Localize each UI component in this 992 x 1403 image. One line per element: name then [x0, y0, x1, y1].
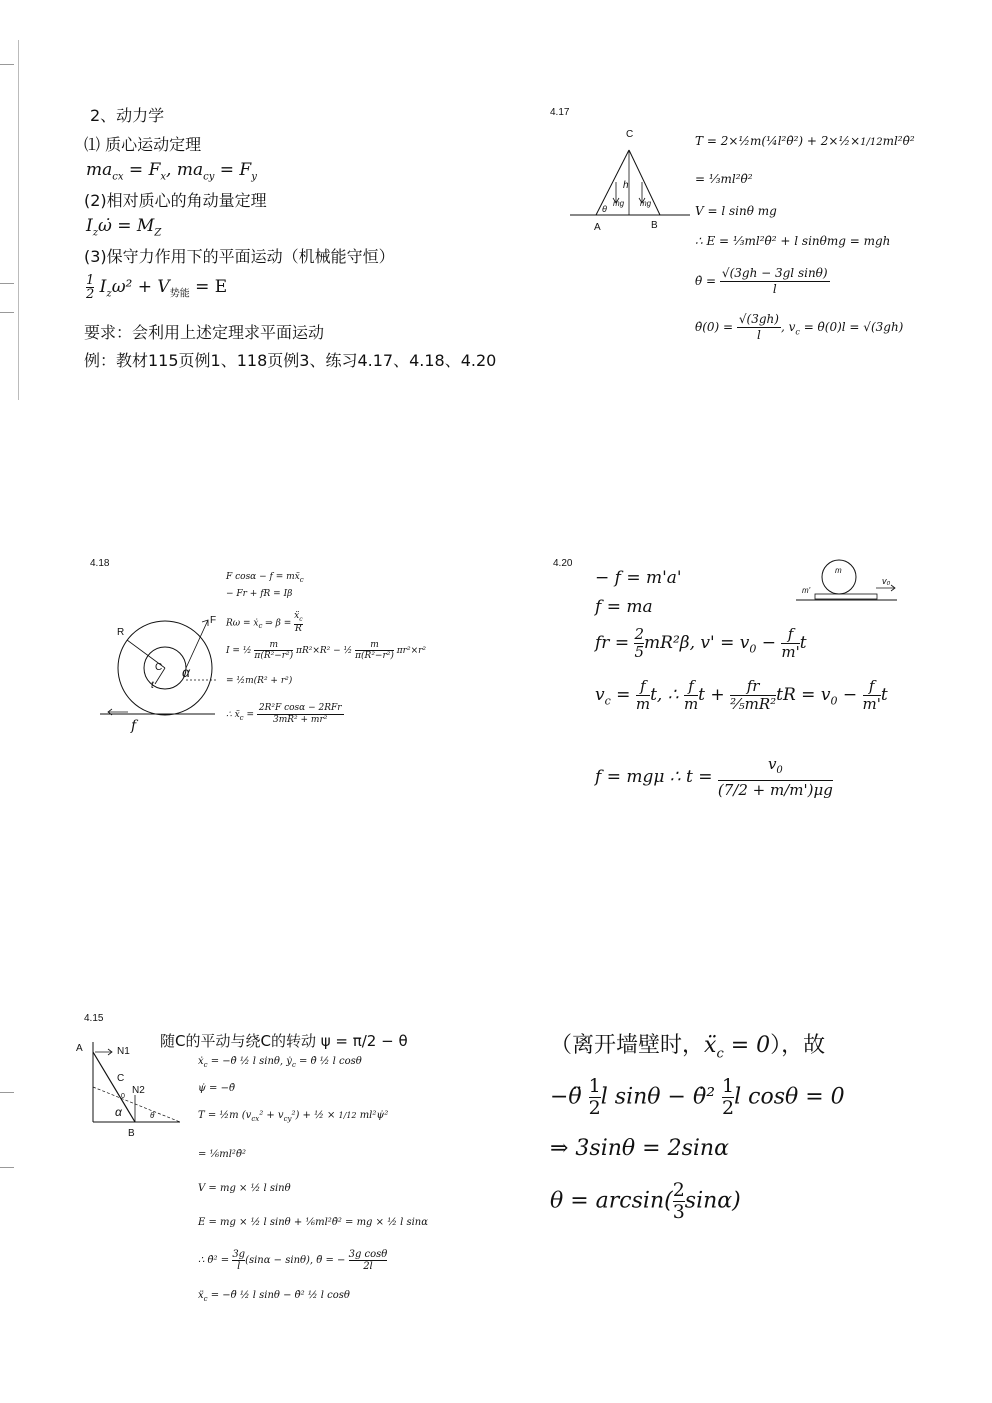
point-c: C [626, 129, 634, 140]
radius-r: R [117, 627, 125, 638]
angle-alpha: α [115, 1105, 122, 1119]
equation-kinetic: T = ½m $(v_{cx}^2 + v_{cy}^2)$ + ½ × 1/12 ml²ψ̇² [198, 1110, 389, 1123]
equation-ball: f = ma [595, 597, 653, 617]
example-text: 例：教材115页例1、118页例3、练习4.17、4.18、4.20 [84, 351, 497, 370]
conclusion-relation: ⇒ 3sinθ = 2sinα [550, 1136, 729, 1161]
equation-velocity-components: ẋ$_c$ = −θ̇ ½ l sinθ, ẏ$_c$ = θ̇ ½ l cosθ [198, 1056, 362, 1069]
angle-alpha: α [182, 664, 190, 680]
equation-energy: E = mg × ½ l sinθ + ⅙ml²θ̇² = mg × ½ l sinα [198, 1217, 428, 1228]
equation-velocity: $v_c$ = $\frac{f}{m}$ t, ∴ $\frac{f}{m}$ t + $\frac{fr}{\text{⅖mR²}}$ tR = $v_0$ − $\frac{f}{m'}$ t [595, 677, 888, 713]
equation-rolling: Rω = ẋ$_c$ ⇒ β = $\frac{ẍ_c}{R}$ [226, 611, 303, 634]
normal-n2: N2 [132, 1085, 145, 1096]
conclusion-condition: （离开墙壁时，ẍ$_c$ = 0），故 [550, 1033, 826, 1062]
equation-energy-total: ∴ E = ⅓ml²θ̇² + l sinθmg = mgh [695, 234, 891, 248]
force-f: F [210, 615, 217, 626]
item-centroid-motion: ⑴ 质心运动定理 [84, 135, 202, 154]
equation-kinetic-result: = ⅓ml²θ̇² [695, 172, 753, 186]
radius-t: t [151, 680, 154, 691]
point-b: B [651, 220, 658, 231]
point-a: A [76, 1043, 83, 1054]
normal-n1: N1 [117, 1046, 130, 1057]
equation-angular: $I_z\omegȧ = M_Z$ [86, 216, 162, 239]
point-b: B [128, 1128, 135, 1139]
problem-label: 4.15 [84, 1013, 104, 1024]
weight-right: mg [640, 199, 652, 208]
equation-psi-dot: ψ̇ = −θ̇ [198, 1083, 235, 1094]
equation-theta-dot-squared: ∴ θ̇² = $\frac{3g}{l}$ (sinα − sinθ), θ̈ = − $\frac{\text{3g cosθ}}{2l}$ [198, 1249, 388, 1272]
angle-theta: θ [602, 204, 607, 214]
problem-label: 4.17 [550, 107, 570, 118]
equation-kinetic: T = 2×½m(¼l²θ̇²) + 2×½×1/12ml²θ̇² [695, 134, 915, 148]
equation-torque: − Fr + fR = Iβ [226, 589, 293, 599]
requirement-text: 要求：会利用上述定理求平面运动 [84, 323, 325, 342]
equation-time: f = mgμ ∴ t = $\frac{v_0}{(7/2 + m/m')\mu g}$ [595, 755, 833, 799]
mass-m-prime: m' [802, 586, 811, 595]
weight-left: mg [613, 199, 625, 208]
point-a: A [594, 222, 601, 233]
equation-inertia-result: = ½m(R² + r²) [226, 676, 293, 686]
problem-heading: 随C的平动与绕C的转动 ψ = π/2 − θ [160, 1032, 408, 1050]
center-c: C [117, 1073, 125, 1084]
conclusion-result: θ = arcsin( $\frac{2}{3}$ sinα) [550, 1179, 741, 1223]
equation-theta-dot-zero: θ̇(0) = $\frac{√(3gh)}{l}$ , $v_c$ = θ̇(0)l = √(3gh) [695, 312, 904, 342]
angle-theta: θ [150, 1111, 155, 1120]
conclusion-equation: −θ̈ $\frac{1}{2}$ l sinθ − θ̇² $\frac{1}{2}$ l cosθ = 0 [550, 1075, 845, 1119]
problem-label: 4.20 [553, 558, 573, 569]
equation-theta-dot: θ̇ = $\frac{\text{√(3gh − 3gl sinθ)}}{l}$ [695, 266, 828, 296]
equation-newton: F cosα − f = mẍ$_c$ [226, 572, 304, 584]
origin-zero: 0 [121, 1093, 125, 1100]
item-angular-momentum: (2)相对质心的角动量定理 [84, 191, 267, 210]
center-c: C [155, 662, 163, 673]
equation-acceleration: ∴ ẍ$_c$ = 2R²F cosα − 2RFr 3mR² + mr² [226, 703, 342, 725]
equation-x-acceleration: ẍ$_c$ = −θ̈ ½ l sinθ − θ̇² ½ l cosθ [198, 1290, 350, 1303]
equation-moment-of-inertia: I = ½ $\frac{m}{\text{π(R²−r²)}}$ πR²×R² − ½ $\frac{m}{\text{π(R²−r²)}}$ πr²×r² [226, 640, 427, 661]
equation-potential: V = l sinθ mg [695, 204, 777, 218]
equation-kinetic-result: = ⅙ml²θ̇² [198, 1149, 246, 1160]
section-title: 2、动力学 [90, 106, 165, 125]
equation-potential: V = mg × ½ l sinθ [198, 1183, 291, 1194]
equation-energy: $\frac{1}{2}$ $I_z\omega^2 + V_{势能} = E$ [86, 273, 228, 302]
velocity-v0: v₀ [882, 576, 891, 586]
equation-plank: − f = m'a' [595, 568, 682, 588]
mass-m: m [835, 566, 842, 575]
equation-rotation: fr = $\frac{2}{5}$ mR²β, $v' = v_0$ − $\frac{f}{m'}$ t [595, 625, 807, 661]
equation-centroid: $ma_{cx} = F_x$, $ma_{cy} = F_y$ [86, 160, 257, 183]
height-h: h [623, 180, 629, 191]
friction-f: f [131, 718, 137, 734]
item-energy-conservation: (3)保守力作用下的平面运动（机械能守恒） [84, 247, 395, 266]
problem-label: 4.18 [90, 558, 110, 569]
